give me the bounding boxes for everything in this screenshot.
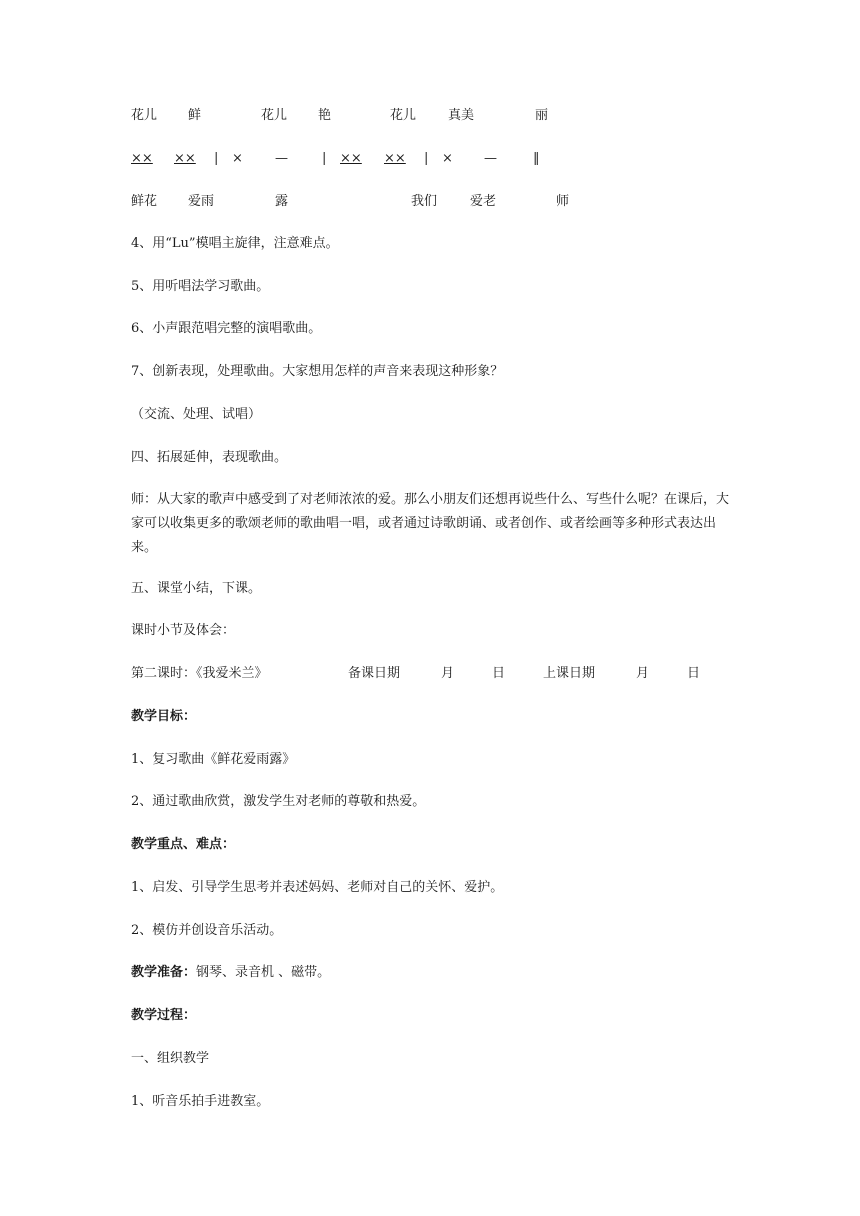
- lyric-word: 花儿: [131, 108, 158, 123]
- lyric-word: 鲜: [188, 108, 202, 123]
- key-point-item: 2、模仿并创设音乐活动。: [131, 923, 283, 938]
- bar-line: |: [424, 151, 429, 166]
- goal-item: 2、通过歌曲欣赏，激发学生对老师的尊敬和热爱。: [131, 794, 426, 809]
- process-heading: 教学过程：: [131, 1008, 197, 1023]
- rhythm-dash: —: [484, 151, 497, 166]
- lyric-word: 花儿: [390, 108, 417, 123]
- day-label: 日: [492, 666, 506, 681]
- rhythm-group: ××: [340, 151, 362, 166]
- section-five-heading: 五、课堂小结，下课。: [131, 581, 262, 596]
- preparation-heading: 教学准备：: [131, 965, 197, 980]
- process-item: 1、听音乐拍手进教室。: [131, 1094, 270, 1109]
- goals-heading: 教学目标：: [131, 709, 197, 724]
- step-5: 5、用听唱法学习歌曲。: [131, 279, 270, 294]
- month-label: 月: [441, 666, 455, 681]
- lyric-word: 艳: [318, 108, 332, 123]
- lyric-word: 丽: [535, 108, 549, 123]
- lyric-word: 我们: [411, 194, 438, 209]
- key-point-item: 1、启发、引导学生思考并表述妈妈、老师对自己的关怀、爱护。: [131, 880, 504, 895]
- day-label: 日: [687, 666, 701, 681]
- lyric-word: 爱老: [470, 194, 497, 209]
- lyric-word: 师: [556, 194, 570, 209]
- lyric-word: 爱雨: [188, 194, 215, 209]
- rhythm-note: ×: [232, 151, 243, 166]
- rhythm-dash: —: [275, 151, 288, 166]
- lyric-word: 花儿: [261, 108, 288, 123]
- end-bar-line: ‖: [533, 151, 540, 166]
- rhythm-group: ××: [384, 151, 406, 166]
- bar-line: |: [214, 151, 219, 166]
- process-item: 一、组织教学: [131, 1051, 210, 1066]
- rhythm-note: ×: [442, 151, 453, 166]
- summary-label: 课时小节及体会：: [131, 623, 236, 638]
- lyric-word: 露: [275, 194, 289, 209]
- prep-date-label: 备课日期: [348, 666, 401, 681]
- class-date-label: 上课日期: [543, 666, 596, 681]
- section-four-heading: 四、拓展延伸，表现歌曲。: [131, 450, 288, 465]
- lyric-word: 真美: [448, 108, 475, 123]
- preparation-text: 钢琴、录音机 、磁带。: [196, 965, 331, 980]
- step-7: 7、创新表现，处理歌曲。大家想用怎样的声音来表现这种形象？: [131, 364, 504, 379]
- lyric-word: 鲜花: [131, 194, 158, 209]
- rhythm-group: ××: [131, 151, 153, 166]
- teacher-paragraph: 师：从大家的歌声中感受到了对老师浓浓的爱。那么小朋友们还想再说些什么、写些什么呢？在课后，大家可以收集更多的歌颂老师的歌曲唱一唱，或者通过诗歌朗诵、或者创作、或者绘画等多种形式表达出来。: [131, 492, 730, 555]
- month-label: 月: [636, 666, 650, 681]
- preparation-line: [131, 964, 330, 982]
- lesson-title: 第二课时：《我爱米兰》: [131, 666, 268, 681]
- step-6: 6、小声跟范唱完整的演唱歌曲。: [131, 321, 322, 336]
- key-points-heading: 教学重点、难点：: [131, 837, 236, 852]
- step-4: 4、用“Lu”模唱主旋律，注意难点。: [131, 236, 339, 251]
- bar-line: |: [322, 151, 327, 166]
- goal-item: 1、复习歌曲《鲜花爱雨露》: [131, 752, 296, 767]
- rhythm-group: ××: [174, 151, 196, 166]
- exchange-note: （交流、处理、试唱）: [131, 407, 262, 422]
